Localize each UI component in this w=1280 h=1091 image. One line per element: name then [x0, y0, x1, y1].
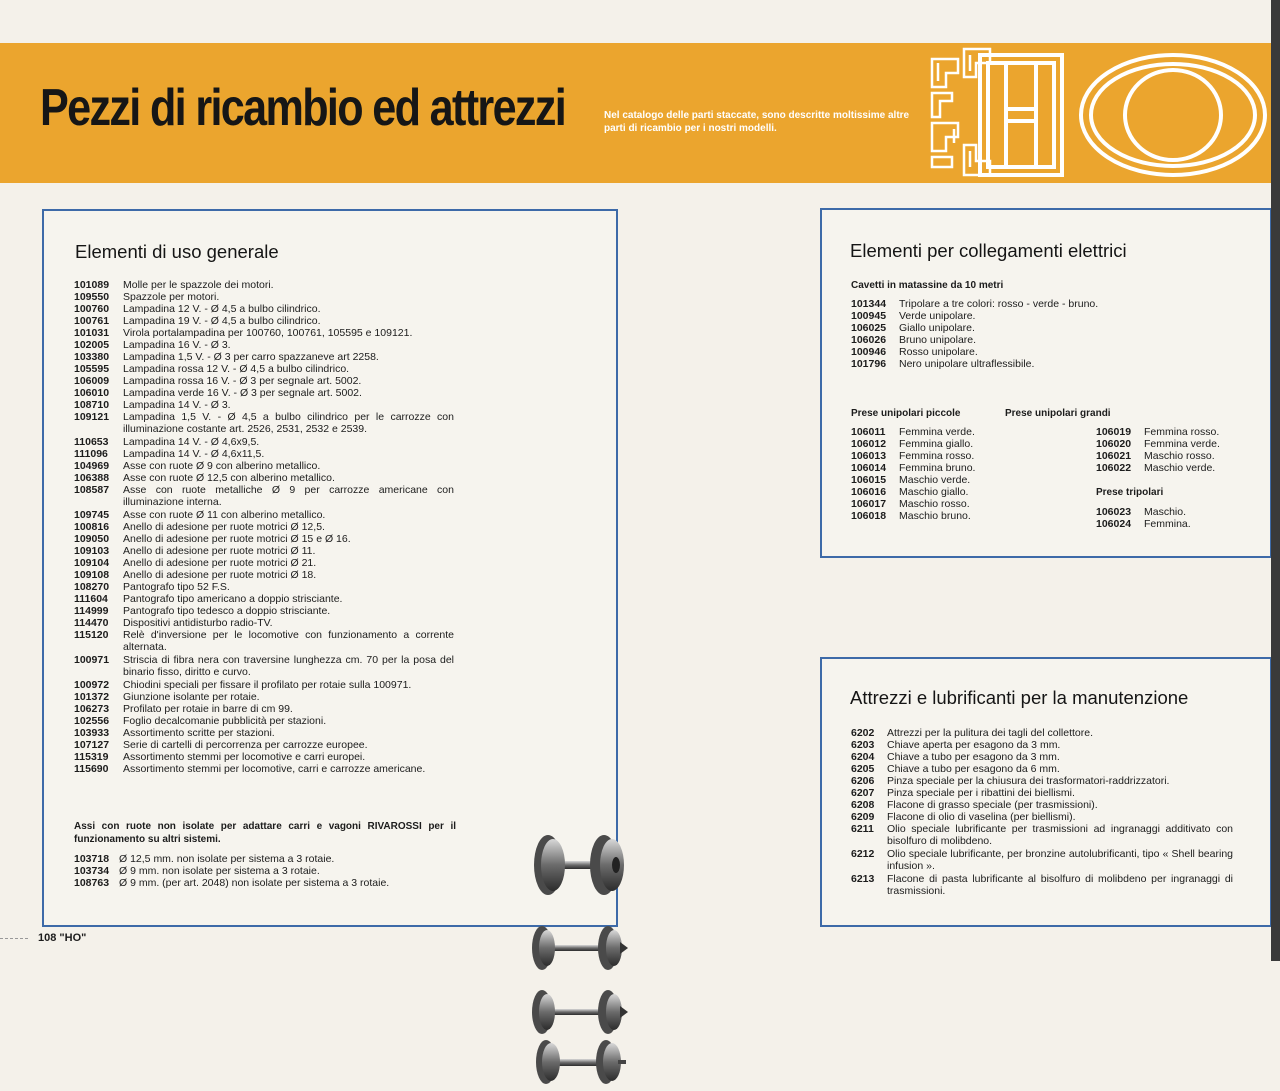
page-binding-edge: [1271, 0, 1280, 961]
item-code: 106022: [1096, 462, 1132, 474]
list-item: [851, 426, 1001, 438]
page-edge-line: [0, 938, 28, 939]
list-item: [74, 703, 454, 715]
item-description: Ø 9 mm. non isolate per sistema a 3 rotaie.: [119, 865, 320, 877]
item-code: 106388: [74, 472, 110, 484]
item-code: 6204: [851, 751, 875, 763]
list-item: [74, 557, 454, 569]
list-item: [74, 291, 454, 303]
item-description: Giallo unipolare.: [899, 322, 975, 334]
item-code: 107127: [74, 739, 110, 751]
item-code: 102005: [74, 339, 110, 351]
list-item: [74, 521, 454, 533]
item-code: 114470: [74, 617, 109, 629]
item-code: 102556: [74, 715, 110, 727]
item-code: 109104: [74, 557, 110, 569]
list-item: [851, 334, 1251, 346]
list-item: [851, 848, 1233, 873]
list-item: [74, 617, 454, 629]
list-item: [74, 715, 454, 727]
list-item: [74, 593, 454, 605]
item-description: Chiave a tubo per esagono da 3 mm.: [887, 751, 1060, 763]
list-item: [74, 411, 454, 436]
list-item: [74, 472, 454, 484]
list-item: [74, 569, 454, 581]
item-code: 110653: [74, 436, 109, 448]
item-code: 101372: [74, 691, 110, 703]
item-code: 100816: [74, 521, 110, 533]
list-item: [74, 691, 454, 703]
list-item: [74, 315, 454, 327]
list-item: [74, 387, 454, 399]
item-description: Asse con ruote Ø 9 con alberino metallico.: [123, 460, 321, 472]
item-code: 106012: [851, 438, 887, 450]
list-item: [851, 775, 1233, 787]
item-description: Relè d'inversione per le locomotive con funzionamento a corrente alternata.: [123, 629, 454, 654]
wheel-axles-illustration: [526, 831, 636, 1091]
item-code: 108710: [74, 399, 110, 411]
item-code: 109103: [74, 545, 110, 557]
list-item: [74, 853, 454, 865]
small-sockets-title: Prese unipolari piccole: [851, 408, 961, 419]
item-description: Pinza speciale per i ribattini dei biellismi.: [887, 787, 1075, 799]
item-description: Anello di adesione per ruote motrici Ø 18.: [123, 569, 317, 581]
list-item: [74, 751, 454, 763]
item-code: 6205: [851, 763, 875, 775]
item-description: Lampadina 16 V. - Ø 3.: [123, 339, 231, 351]
item-description: Femmina verde.: [899, 426, 975, 438]
list-item: [851, 823, 1233, 848]
list-item: [74, 545, 454, 557]
list-item: [74, 279, 454, 291]
ho-logo: [928, 43, 1271, 183]
item-description: Asse con ruote Ø 11 con alberino metallico.: [123, 509, 326, 521]
item-code: 100761: [74, 315, 110, 327]
large-sockets-title: Prese unipolari grandi: [1005, 408, 1111, 419]
item-code: 106017: [851, 498, 887, 510]
item-description: Pantografo tipo tedesco a doppio strisciante.: [123, 605, 331, 617]
item-code: 101344: [851, 298, 887, 310]
item-description: Lampadina 14 V. - Ø 4,6x9,5.: [123, 436, 260, 448]
item-code: 106010: [74, 387, 110, 399]
item-code: 108270: [74, 581, 110, 593]
item-description: Maschio giallo.: [899, 486, 969, 498]
item-description: Femmina.: [1144, 518, 1191, 530]
axles-note: Assi con ruote non isolate per adattare carri e vagoni RIVAROSSI per il funzionamento su altri sistemi.: [74, 821, 456, 845]
item-code: 105595: [74, 363, 110, 375]
list-item: [851, 358, 1251, 370]
item-code: 103734: [74, 865, 110, 877]
item-description: Flacone di pasta lubrificante al bisolfuro di molibdeno per ingranaggi di trasmissioni.: [887, 873, 1233, 898]
list-item: [74, 739, 454, 751]
item-code: 106024: [1096, 518, 1132, 530]
list-item: [74, 303, 454, 315]
list-item: [851, 346, 1251, 358]
item-code: 114999: [74, 605, 109, 617]
item-description: Lampadina 12 V. - Ø 4,5 a bulbo cilindrico.: [123, 303, 321, 315]
list-item: [851, 873, 1233, 898]
item-code: 106014: [851, 462, 887, 474]
item-description: Attrezzi per la pulitura dei tagli del collettore.: [887, 727, 1094, 739]
item-code: 6209: [851, 811, 875, 823]
item-description: Maschio rosso.: [899, 498, 970, 510]
item-description: Lampadina 14 V. - Ø 3.: [123, 399, 231, 411]
item-description: Femmina rosso.: [1144, 426, 1220, 438]
list-item: [74, 605, 454, 617]
list-item: [851, 727, 1233, 739]
list-item: [851, 474, 1001, 486]
item-code: 106019: [1096, 426, 1132, 438]
list-item: [851, 799, 1233, 811]
item-description: Asse con ruote metalliche Ø 9 per carrozze americane con illuminazione interna.: [123, 484, 454, 509]
item-description: Pantografo tipo 52 F.S.: [123, 581, 230, 593]
list-item: [851, 450, 1001, 462]
list-item: [74, 581, 454, 593]
item-code: 109550: [74, 291, 110, 303]
item-description: Chiave aperta per esagono da 3 mm.: [887, 739, 1061, 751]
item-code: 6212: [851, 848, 875, 860]
list-item: [74, 533, 454, 545]
list-item: [1096, 426, 1256, 438]
list-item: [851, 751, 1233, 763]
item-code: 6206: [851, 775, 875, 787]
item-code: 100946: [851, 346, 887, 358]
item-code: 6208: [851, 799, 875, 811]
item-code: 106025: [851, 322, 887, 334]
item-description: Bruno unipolare.: [899, 334, 977, 346]
list-item: [74, 727, 454, 739]
cables-title: Cavetti in matassine da 10 metri: [851, 280, 1004, 291]
list-item: [74, 509, 454, 521]
list-item: [851, 486, 1001, 498]
list-item: [74, 460, 454, 472]
item-description: Assortimento stemmi per locomotive, carri e carrozze americane.: [123, 763, 426, 775]
item-code: 108763: [74, 877, 110, 889]
item-description: Lampadina 19 V. - Ø 4,5 a bulbo cilindrico.: [123, 315, 321, 327]
item-description: Femmina rosso.: [899, 450, 975, 462]
item-description: Maschio rosso.: [1144, 450, 1215, 462]
item-description: Spazzole per motori.: [123, 291, 220, 303]
item-code: 6211: [851, 823, 874, 835]
item-description: Olio speciale lubrificante, per bronzine autolubrificanti, tipo « Shell bearing infusion ».: [887, 848, 1233, 873]
item-description: Anello di adesione per ruote motrici Ø 11.: [123, 545, 316, 557]
list-item: [74, 448, 454, 460]
item-code: 106273: [74, 703, 110, 715]
item-description: Anello di adesione per ruote motrici Ø 15 e Ø 16.: [123, 533, 351, 545]
item-description: Maschio.: [1144, 506, 1187, 518]
item-description: Assortimento stemmi per locomotive e carri europei.: [123, 751, 366, 763]
list-item: [851, 322, 1251, 334]
item-description: Anello di adesione per ruote motrici Ø 12,5.: [123, 521, 325, 533]
list-item: [851, 787, 1233, 799]
item-code: 6213: [851, 873, 875, 885]
list-item: [1096, 518, 1256, 530]
item-code: 106011: [851, 426, 886, 438]
item-description: Pinza speciale per la chiusura dei trasformatori-raddrizzatori.: [887, 775, 1170, 787]
item-code: 109121: [74, 411, 110, 423]
item-code: 115690: [74, 763, 109, 775]
item-description: Femmina verde.: [1144, 438, 1220, 450]
list-item: [74, 436, 454, 448]
item-description: Chiave a tubo per esagono da 6 mm.: [887, 763, 1060, 775]
item-description: Rosso unipolare.: [899, 346, 978, 358]
general-title: Elementi di uso generale: [75, 241, 279, 262]
item-description: Lampadina rossa 16 V. - Ø 3 per segnale art. 5002.: [123, 375, 362, 387]
item-code: 106020: [1096, 438, 1132, 450]
list-item: [74, 375, 454, 387]
item-code: 100971: [74, 654, 110, 666]
item-description: Striscia di fibra nera con traversine lunghezza cm. 70 per la posa del binario fisso, diritto e curvo.: [123, 654, 454, 679]
item-description: Lampadina 14 V. - Ø 4,6x11,5.: [123, 448, 265, 460]
list-item: [74, 679, 454, 691]
list-item: [851, 298, 1251, 310]
list-item: [74, 865, 454, 877]
item-code: 106016: [851, 486, 887, 498]
item-description: Maschio bruno.: [899, 510, 971, 522]
item-code: 106023: [1096, 506, 1132, 518]
list-item: [851, 763, 1233, 775]
list-item: [74, 629, 454, 654]
tripolar-title: Prese tripolari: [1096, 487, 1164, 498]
list-item: [851, 462, 1001, 474]
item-code: 108587: [74, 484, 110, 496]
list-item: [851, 510, 1001, 522]
list-item: [74, 351, 454, 363]
item-description: Verde unipolare.: [899, 310, 976, 322]
panel-electrical: [820, 208, 1272, 558]
electrical-title: Elementi per collegamenti elettrici: [850, 240, 1127, 261]
list-item: [74, 484, 454, 509]
banner-note: Nel catalogo delle parti staccate, sono descritte moltissime altre parti di ricambio per i nostri modelli.: [604, 110, 910, 134]
item-description: Foglio decalcomanie pubblicità per stazioni.: [123, 715, 327, 727]
list-item: [74, 339, 454, 351]
item-description: Lampadina 1,5 V. - Ø 4,5 a bulbo cilindrico per le carrozze con illuminazione costante art. 2526, 2531, 2532 e 2539.: [123, 411, 454, 436]
item-code: 106009: [74, 375, 110, 387]
item-code: 106021: [1096, 450, 1132, 462]
item-code: 100760: [74, 303, 110, 315]
item-description: Femmina bruno.: [899, 462, 976, 474]
list-item: [1096, 438, 1256, 450]
item-code: 6203: [851, 739, 875, 751]
page-number: 108 "HO": [38, 932, 87, 944]
item-description: Virola portalampadina per 100760, 100761, 105595 e 109121.: [123, 327, 413, 339]
item-description: Anello di adesione per ruote motrici Ø 21.: [123, 557, 317, 569]
item-description: Giunzione isolante per rotaie.: [123, 691, 260, 703]
list-item: [74, 877, 454, 889]
item-code: 115120: [74, 629, 109, 641]
item-description: Dispositivi antidisturbo radio-TV.: [123, 617, 273, 629]
list-item: [74, 763, 454, 775]
item-description: Flacone di olio di vaselina (per biellismi).: [887, 811, 1076, 823]
item-code: 103933: [74, 727, 110, 739]
item-description: Assortimento scritte per stazioni.: [123, 727, 275, 739]
list-item: [74, 399, 454, 411]
item-code: 111096: [74, 448, 108, 460]
tools-title: Attrezzi e lubrificanti per la manutenzione: [850, 687, 1189, 708]
item-description: Pantografo tipo americano a doppio strisciante.: [123, 593, 343, 605]
page-title: Pezzi di ricambio ed attrezzi: [40, 79, 566, 137]
list-item: [851, 498, 1001, 510]
item-code: 109108: [74, 569, 110, 581]
item-description: Profilato per rotaie in barre di cm 99.: [123, 703, 293, 715]
list-item: [74, 327, 454, 339]
item-code: 106026: [851, 334, 887, 346]
item-code: 6207: [851, 787, 875, 799]
item-description: Maschio verde.: [899, 474, 971, 486]
list-item: [1096, 506, 1256, 518]
item-code: 6202: [851, 727, 875, 739]
item-description: Olio speciale lubrificante per trasmissioni ad ingranaggi additivato con bisolfuro di molibdeno.: [887, 823, 1233, 848]
item-description: Ø 9 mm. (per art. 2048) non isolate per sistema a 3 rotaie.: [119, 877, 390, 889]
list-item: [851, 811, 1233, 823]
item-description: Flacone di grasso speciale (per trasmissioni).: [887, 799, 1098, 811]
item-code: 106013: [851, 450, 887, 462]
item-code: 100972: [74, 679, 110, 691]
item-code: 101796: [851, 358, 887, 370]
item-description: Lampadina rossa 12 V. - Ø 4,5 a bulbo cilindrico.: [123, 363, 350, 375]
item-description: Tripolare a tre colori: rosso - verde - bruno.: [899, 298, 1099, 310]
item-description: Maschio verde.: [1144, 462, 1216, 474]
item-code: 109050: [74, 533, 110, 545]
item-code: 111604: [74, 593, 108, 605]
list-item: [1096, 450, 1256, 462]
list-item: [851, 739, 1233, 751]
list-item: [74, 363, 454, 375]
item-description: Nero unipolare ultraflessibile.: [899, 358, 1035, 370]
item-code: 101089: [74, 279, 110, 291]
list-item: [851, 310, 1251, 322]
item-description: Serie di cartelli di percorrenza per carrozze europee.: [123, 739, 368, 751]
list-item: [74, 654, 454, 679]
item-code: 100945: [851, 310, 887, 322]
panel-tools: [820, 657, 1272, 927]
panel-general: [42, 209, 618, 927]
item-code: 103380: [74, 351, 110, 363]
item-code: 101031: [74, 327, 110, 339]
item-code: 106015: [851, 474, 887, 486]
item-description: Lampadina 1,5 V. - Ø 3 per carro spazzaneve art 2258.: [123, 351, 379, 363]
item-code: 106018: [851, 510, 887, 522]
item-code: 109745: [74, 509, 110, 521]
item-description: Asse con ruote Ø 12,5 con alberino metallico.: [123, 472, 335, 484]
item-code: 104969: [74, 460, 110, 472]
item-description: Ø 12,5 mm. non isolate per sistema a 3 rotaie.: [119, 853, 335, 865]
list-item: [851, 438, 1001, 450]
item-description: Lampadina verde 16 V. - Ø 3 per segnale art. 5002.: [123, 387, 362, 399]
item-code: 103718: [74, 853, 110, 865]
item-description: Molle per le spazzole dei motori.: [123, 279, 274, 291]
item-description: Chiodini speciali per fissare il profilato per rotaie sulla 100971.: [123, 679, 412, 691]
list-item: [1096, 462, 1256, 474]
item-code: 115319: [74, 751, 109, 763]
item-description: Femmina giallo.: [899, 438, 974, 450]
